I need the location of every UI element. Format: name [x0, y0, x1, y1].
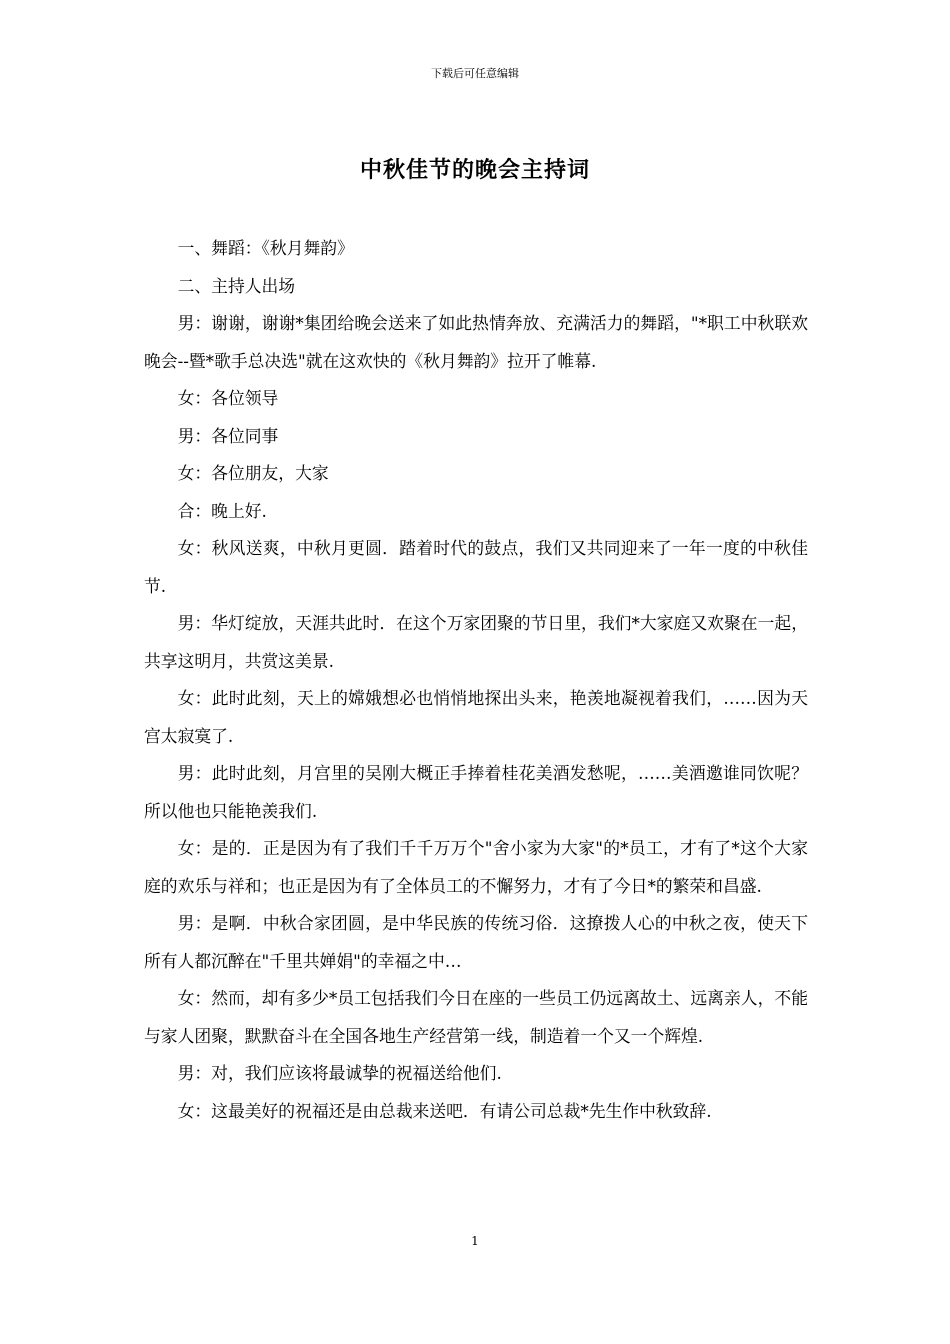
paragraph: 男：各位同事 [177, 425, 279, 446]
paragraph: 男：华灯绽放，天涯共此时．在这个万家团聚的节日里，我们*大家庭又欢聚在一起，共享这明月，共赏这美景. [144, 613, 808, 671]
paragraph: 女：秋风送爽，中秋月更圆．踏着时代的鼓点，我们又共同迎来了一年一度的中秋佳节. [144, 538, 808, 596]
paragraph: 合：晚上好. [177, 500, 267, 521]
paragraph: 男：对，我们应该将最诚挚的祝福送给他们. [177, 1063, 502, 1083]
paragraph: 男：此时此刻，月宫里的吴刚大概正手捧着桂花美酒发愁呢，……美酒邀谁同饮呢？所以他也只能艳羡我们. [144, 763, 808, 821]
paragraph: 女：此时此刻，天上的嫦娥想必也悄悄地探出头来，艳羡地凝视着我们，……因为天宫太寂寞了. [144, 688, 808, 746]
document-title: 中秋佳节的晚会主持词 [359, 157, 590, 183]
paragraph: 男：谢谢，谢谢*集团给晚会送来了如此热情奔放、充满活力的舞蹈，"*职工中秋联欢晚会--暨*歌手总决选"就在这欢快的《秋月舞韵》拉开了帷幕. [144, 313, 808, 371]
paragraph: 女：各位朋友，大家 [177, 463, 329, 483]
page-number: 1 [471, 1234, 479, 1248]
paragraph: 女：然而，却有多少*员工包括我们今日在座的一些员工仍远离故土、远离亲人，不能与家人团聚，默默奋斗在全国各地生产经营第一线，制造着一个又一个辉煌. [144, 988, 808, 1046]
paragraph: 男：是啊．中秋合家团圆，是中华民族的传统习俗．这撩拨人心的中秋之夜，使天下所有人都沉醉在"千里共婵娟"的幸福之中… [144, 913, 808, 971]
paragraph: 二、主持人出场 [177, 275, 296, 296]
paragraph: 女：各位领导 [177, 388, 279, 408]
document-body [144, 230, 808, 1130]
paragraph: 女：这最美好的祝福还是由总裁来送吧．有请公司总裁*先生作中秋致辞. [177, 1100, 712, 1121]
paragraph: 女：是的．正是因为有了我们千千万万个"舍小家为大家"的*员工，才有了*这个大家庭的欢乐与祥和；也正是因为有了全体员工的不懈努力，才有了今日*的繁荣和昌盛. [144, 838, 808, 896]
page-header: 下载后可任意编辑 [431, 67, 519, 80]
paragraph: 一、舞蹈：《秋月舞韵》 [177, 238, 354, 258]
